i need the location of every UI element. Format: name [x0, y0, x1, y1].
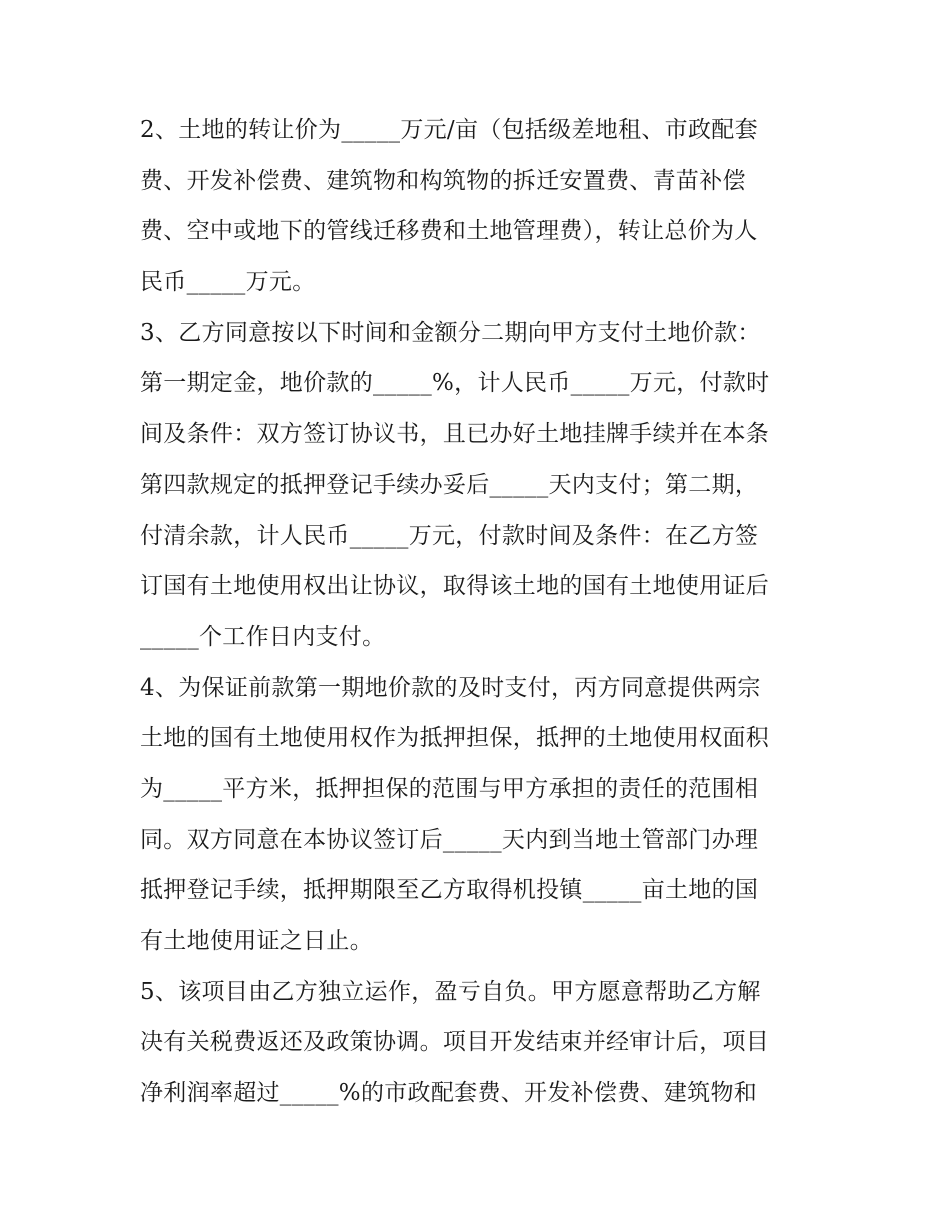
text-line: 费、开发补偿费、建筑物和构筑物的拆迁安置费、青苗补偿	[140, 167, 746, 194]
text-line: 净利润率超过_____%的市政配套费、开发补偿费、建筑物和	[140, 1080, 758, 1107]
text-line: 为_____平方米，抵押担保的范围与甲方承担的责任的范围相	[140, 775, 759, 802]
text-line: 订国有土地使用权出让协议，取得该土地的国有土地使用证后	[140, 573, 770, 600]
text-line: 土地的国有土地使用权作为抵押担保，抵押的土地使用权面积	[140, 725, 770, 752]
text-line: 付清余款，计人民币_____万元，付款时间及条件：在乙方签	[140, 522, 759, 549]
text-line: 同。双方同意在本协议签订后_____天内到当地土管部门办理	[140, 826, 759, 853]
text-line: 4、为保证前款第一期地价款的及时支付，丙方同意提供两宗	[140, 674, 761, 701]
text-line: 有土地使用证之日止。	[140, 928, 373, 954]
text-line: 决有关税费返还及政策协调。项目开发结束并经审计后，项目	[140, 1029, 770, 1056]
text-line: _____个工作日内支付。	[140, 623, 386, 650]
text-line: 民币_____万元。	[140, 269, 316, 296]
text-line: 间及条件：双方签订协议书，且已办好土地挂牌手续并在本条	[140, 421, 770, 448]
text-line: 抵押登记手续，抵押期限至乙方取得机投镇_____亩土地的国	[140, 877, 759, 904]
text-line: 费、空中或地下的管线迁移费和土地管理费），转让总价为人	[140, 218, 758, 245]
document-body	[140, 105, 830, 1119]
text-line: 第四款规定的抵押登记手续办妥后_____天内支付；第二期，	[140, 471, 759, 498]
text-line: 第一期定金，地价款的_____%，计人民币_____万元，付款时	[140, 370, 770, 397]
text-line: 2、土地的转让价为_____万元/亩（包括级差地租、市政配套	[140, 117, 758, 143]
text-line: 5、该项目由乙方独立运作，盈亏自负。甲方愿意帮助乙方解	[140, 978, 761, 1005]
text-line: 3、乙方同意按以下时间和金额分二期向甲方支付土地价款：	[140, 319, 761, 346]
